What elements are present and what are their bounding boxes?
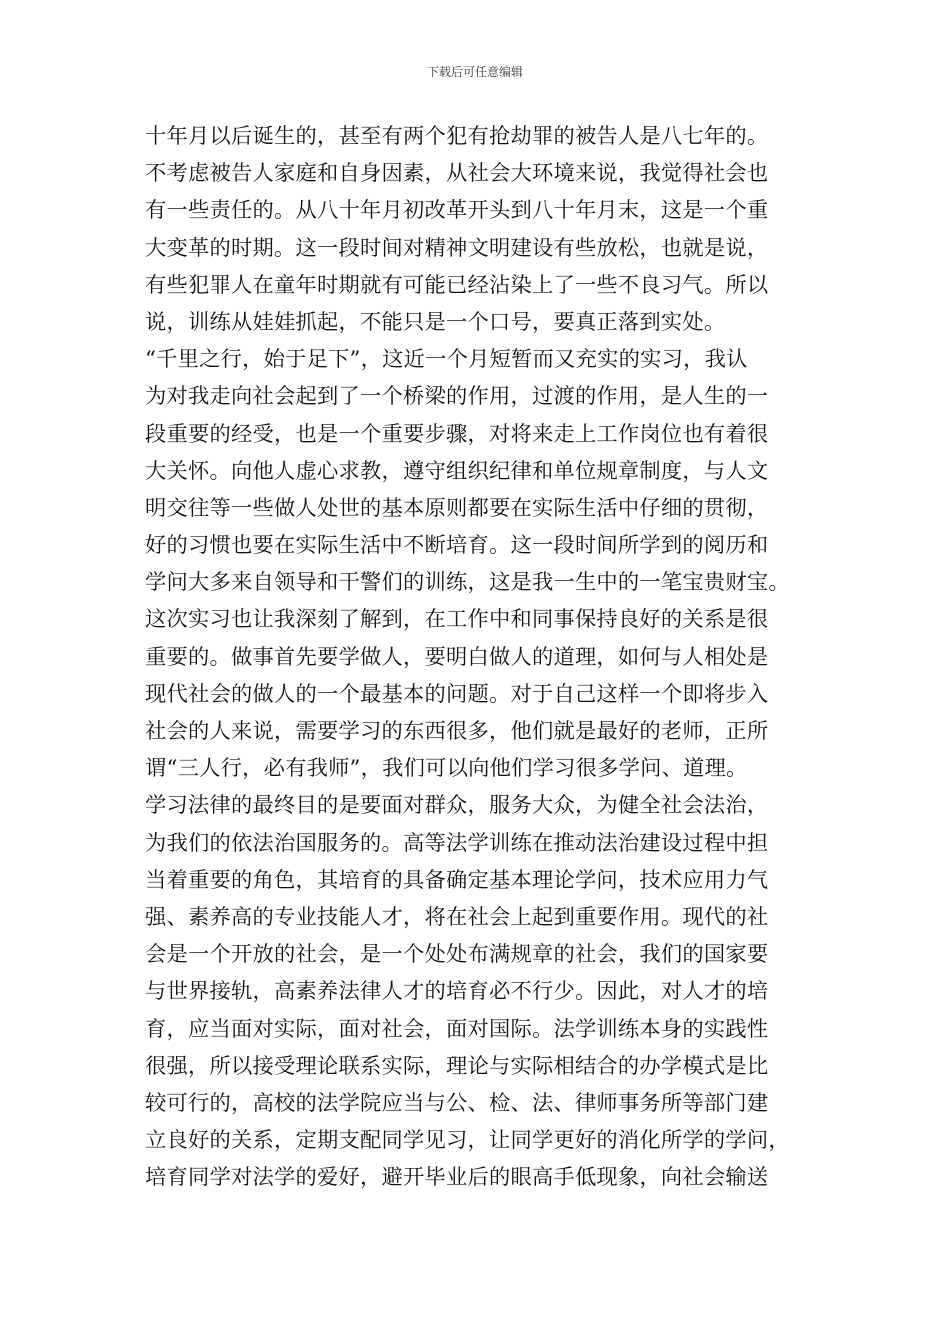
text-line: 会是一个开放的社会，是一个处处布满规章的社会，我们的国家要 bbox=[145, 942, 769, 968]
text-line: 有一些责任的。从八十年月初改革开头到八十年月末，这是一个重 bbox=[145, 198, 769, 224]
text-line: 强、素养高的专业技能人才，将在社会上起到重要作用。现代的社 bbox=[145, 904, 769, 930]
text-line: 学习法律的最终目的是要面对群众，服务大众，为健全社会法治， bbox=[145, 793, 769, 819]
text-line: 为我们的依法治国服务的。高等法学训练在推动法治建设过程中担 bbox=[145, 830, 769, 856]
text-line: 大变革的时期。这一段时间对精神文明建设有些放松，也就是说， bbox=[145, 235, 769, 261]
text-line: 十年月以后诞生的，甚至有两个犯有抢劫罪的被告人是八七年的。 bbox=[145, 124, 769, 149]
text-line: 很强，所以接受理论联系实际，理论与实际相结合的办学模式是比 bbox=[145, 1053, 769, 1079]
text-line: 学问大多来自领导和干警们的训练，这是我一生中的一笔宝贵财宝。 bbox=[145, 570, 790, 596]
text-line: 现代社会的做人的一个最基本的问题。对于自己这样一个即将步入 bbox=[145, 681, 769, 707]
text-line: 这次实习也让我深刻了解到，在工作中和同事保持良好的关系是很 bbox=[145, 607, 769, 633]
text-line: 有些犯罪人在童年时期就有可能已经沾染上了一些不良习气。所以 bbox=[145, 272, 769, 298]
text-line: 段重要的经受，也是一个重要步骤，对将来走上工作岗位也有着很 bbox=[145, 421, 769, 447]
text-line: 不考虑被告人家庭和自身因素，从社会大环境来说，我觉得社会也 bbox=[145, 161, 769, 187]
page-header: 下载后可任意编辑 bbox=[426, 65, 523, 79]
text-line: 谓“三人行，必有我师”，我们可以向他们学习很多学问、道理。 bbox=[145, 756, 748, 782]
text-line: 大关怀。向他人虚心求教，遵守组织纪律和单位规章制度，与人文 bbox=[145, 458, 769, 484]
text-line: 较可行的，高校的法学院应当与公、检、法、律师事务所等部门建 bbox=[145, 1090, 769, 1116]
text-line: 明交往等一些做人处世的基本原则都要在实际生活中仔细的贯彻， bbox=[145, 495, 769, 521]
text-line: 立良好的关系，定期支配同学见习，让同学更好的消化所学的学问， bbox=[145, 1128, 790, 1154]
text-line: 重要的。做事首先要学做人，要明白做人的道理，如何与人相处是 bbox=[145, 644, 769, 670]
text-line: 好的习惯也要在实际生活中不断培育。这一段时间所学到的阅历和 bbox=[145, 533, 769, 559]
text-line: 当着重要的角色，其培育的具备确定基本理论学问，技术应用力气 bbox=[145, 867, 769, 893]
text-line: 培育同学对法学的爱好，避开毕业后的眼高手低现象，向社会输送 bbox=[145, 1165, 769, 1191]
document-body bbox=[145, 118, 810, 1196]
text-line: 说，训练从娃娃抓起，不能只是一个口号，要真正落到实处。 bbox=[145, 309, 726, 335]
text-line: 为对我走向社会起到了一个桥梁的作用，过渡的作用，是人生的一 bbox=[145, 384, 769, 410]
text-line: “千里之行，始于足下”，这近一个月短暂而又充实的实习，我认 bbox=[145, 347, 748, 373]
text-line: 社会的人来说，需要学习的东西很多，他们就是最好的老师，正所 bbox=[145, 719, 769, 744]
text-line: 育，应当面对实际，面对社会，面对国际。法学训练本身的实践性 bbox=[145, 1016, 769, 1042]
text-line: 与世界接轨，高素养法律人才的培育必不行少。因此，对人才的培 bbox=[145, 979, 769, 1005]
